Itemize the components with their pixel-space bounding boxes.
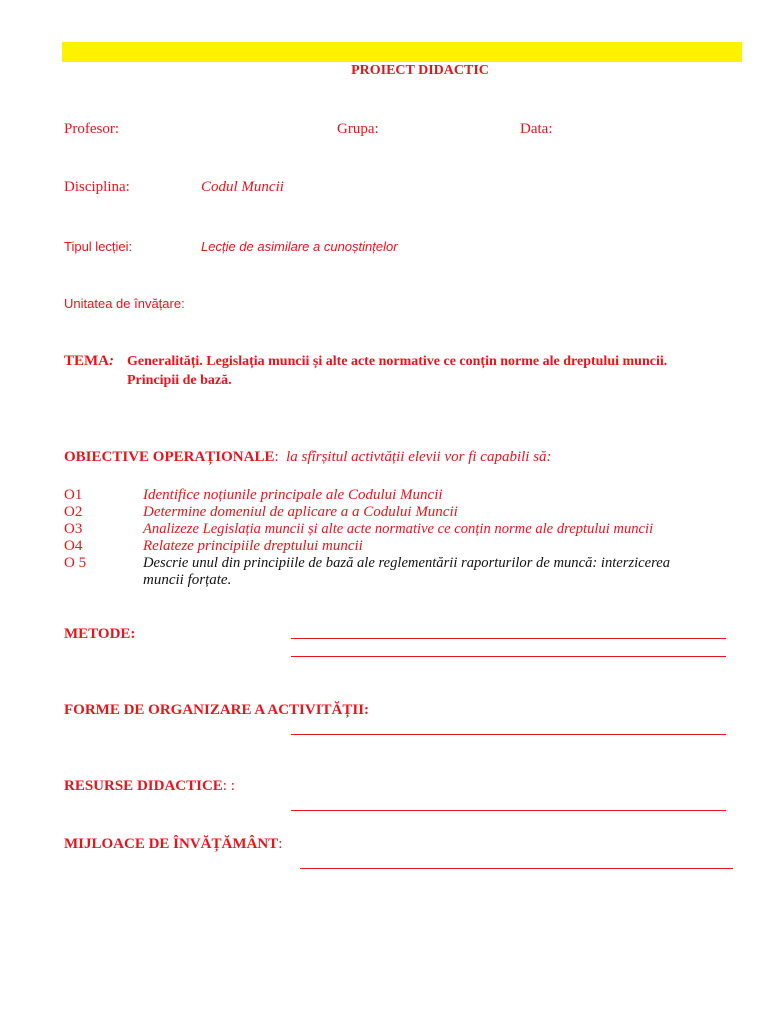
objective-code: O 5 [64, 555, 87, 571]
tipul-value: Lecție de asimilare a cunoștințelor [201, 239, 398, 254]
forme-fill-line [291, 734, 726, 735]
objective-code: O3 [64, 521, 83, 537]
data-label: Data: [520, 121, 553, 137]
mijloace-fill-line [300, 868, 733, 869]
objective-text: Determine domeniul de aplicare a a Codului Muncii [143, 504, 458, 520]
tema-line-1: Generalități. Legislația muncii și alte acte normative ce conțin norme ale dreptului muncii. [127, 354, 668, 369]
objective-text: Relateze principiile dreptului muncii [143, 538, 363, 554]
page-title: PROIECT DIDACTIC [351, 63, 489, 78]
mijloace-label: MIJLOACE DE ÎNVĂȚĂMÂNT: [64, 836, 283, 852]
tema-label: TEMA: [64, 353, 114, 369]
objective-code: O4 [64, 538, 83, 554]
objective-text: Descrie unul din principiile de bază ale reglementării raporturilor de muncă: interzicerea [143, 555, 671, 571]
unitatea-label: Unitatea de învățare: [64, 296, 185, 311]
tema-line-2: Principii de bază. [127, 373, 232, 388]
grupa-label: Grupa: [337, 121, 379, 137]
metode-label: METODE: [64, 626, 136, 642]
resurse-label: RESURSE DIDACTICE: : [64, 778, 235, 794]
metode-fill-line [291, 656, 726, 657]
obiective-heading: OBIECTIVE OPERAȚIONALE: la sfîrșitul activtății elevii vor fi capabili să: [64, 449, 552, 465]
disciplina-value: Codul Muncii [201, 179, 284, 195]
disciplina-label: Disciplina: [64, 179, 130, 195]
resurse-fill-line [291, 810, 726, 811]
tipul-label: Tipul lecției: [64, 239, 133, 254]
objective-text: Analizeze Legislația muncii și alte acte normative ce conțin norme ale dreptului muncii [143, 521, 654, 537]
metode-fill-line [291, 638, 726, 639]
objective-code: O1 [64, 487, 83, 503]
objective-code: O2 [64, 504, 83, 520]
title-highlight-bar [62, 42, 742, 62]
profesor-label: Profesor: [64, 121, 119, 137]
objective-text: muncii forțate. [143, 572, 232, 588]
forme-label: FORME DE ORGANIZARE A ACTIVITĂȚII: [64, 702, 370, 718]
objective-text: Identifice noțiunile principale ale Codului Muncii [143, 487, 443, 503]
